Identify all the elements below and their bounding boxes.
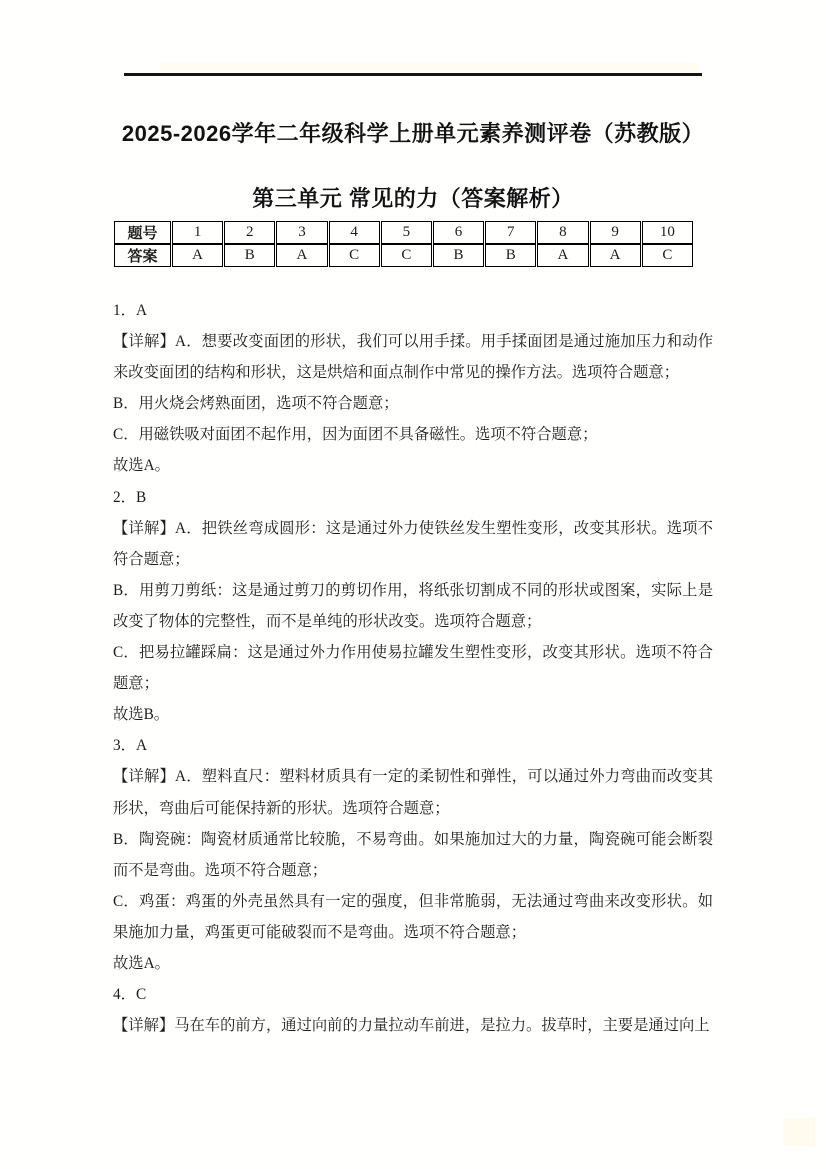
answer-cell: B bbox=[485, 244, 536, 267]
explanation-paragraph: 故选A。 bbox=[113, 954, 170, 972]
question-number-cell: 3 bbox=[276, 221, 327, 244]
scan-tint-bottom bbox=[783, 1118, 815, 1146]
explanations bbox=[113, 295, 713, 1041]
explanation-paragraph: C．用磁铁吸对面团不起作用，因为面团不具备磁性。选项不符合题意； bbox=[113, 426, 598, 444]
explanation-paragraph: 【详解】马在车的前方，通过向前的力量拉动车前进，是拉力。拔草时，主要是通过向上 bbox=[113, 1017, 710, 1035]
question-number-cell: 5 bbox=[381, 221, 432, 244]
answer-cell: A bbox=[590, 244, 641, 267]
scan-tint-top bbox=[160, 63, 700, 72]
question-number-cell: 2 bbox=[224, 221, 275, 244]
explanation-paragraph: B．用火烧会烤熟面团，选项不符合题意； bbox=[113, 395, 399, 413]
answer-cell: C bbox=[642, 244, 693, 267]
question-number-cell: 7 bbox=[485, 221, 536, 244]
explanation-paragraph: B．陶瓷碗：陶瓷材质通常比较脆，不易弯曲。如果施加过大的力量，陶瓷碗可能会断裂而不是弯曲。选项不符合题意； bbox=[113, 830, 713, 879]
answer-cell: C bbox=[329, 244, 380, 267]
question-answer-line: 4．C bbox=[113, 986, 147, 1004]
answer-cell: C bbox=[381, 244, 432, 267]
answer-cell: A bbox=[537, 244, 588, 267]
question-answer-line: 3．A bbox=[113, 737, 147, 755]
question-number-cell: 4 bbox=[329, 221, 380, 244]
explanation-paragraph: B．用剪刀剪纸：这是通过剪刀的剪切作用，将纸张切割成不同的形状或图案，实际上是改变了物体的完整性，而不是单纯的形状改变。选项符合题意； bbox=[113, 581, 713, 630]
explanation-block bbox=[113, 979, 713, 1041]
question-number-cell: 1 bbox=[172, 221, 223, 244]
explanation-paragraph: C．鸡蛋：鸡蛋的外壳虽然具有一定的强度，但非常脆弱，无法通过弯曲来改变形状。如果施加力量，鸡蛋更可能破裂而不是弯曲。选项不符合题意； bbox=[113, 892, 713, 941]
explanation-block bbox=[113, 295, 713, 482]
answer-cell: B bbox=[224, 244, 275, 267]
answer-cell: B bbox=[433, 244, 484, 267]
question-answer-line: 2．B bbox=[113, 488, 147, 506]
explanation-paragraph: 【详解】A．想要改变面团的形状，我们可以用手揉。用手揉面团是通过施加压力和动作来改变面团的结构和形状，这是烘焙和面点制作中常见的操作方法。选项符合题意； bbox=[113, 333, 713, 382]
question-answer-line: 1．A bbox=[113, 302, 147, 319]
explanation-paragraph: 故选A。 bbox=[113, 457, 170, 475]
answer-cell: A bbox=[172, 244, 223, 267]
explanation-paragraph: C．把易拉罐踩扁：这是通过外力作用使易拉罐发生塑性变形，改变其形状。选项不符合题意； bbox=[113, 644, 713, 693]
answer-header: 答案 bbox=[114, 244, 171, 267]
explanation-block bbox=[113, 730, 713, 979]
answer-table bbox=[113, 221, 694, 267]
explanation-paragraph: 故选B。 bbox=[113, 706, 170, 724]
page-title: 2025-2026学年二年级科学上册单元素养测评卷（苏教版） bbox=[121, 121, 705, 146]
answer-table-row-numbers bbox=[114, 221, 693, 244]
explanation-paragraph: 【详解】A．塑料直尺：塑料材质具有一定的柔韧性和弹性，可以通过外力弯曲而改变其形状，弯曲后可能保持新的形状。选项符合题意； bbox=[113, 768, 713, 817]
question-number-header: 题号 bbox=[114, 221, 171, 244]
question-number-cell: 8 bbox=[537, 221, 588, 244]
answer-cell: A bbox=[276, 244, 327, 267]
question-number-cell: 10 bbox=[642, 221, 693, 244]
question-number-cell: 9 bbox=[590, 221, 641, 244]
answer-table-row-answers bbox=[114, 244, 693, 267]
page-subtitle: 第三单元 常见的力（答案解析） bbox=[252, 186, 574, 211]
header-rule bbox=[124, 73, 702, 76]
question-number-cell: 6 bbox=[433, 221, 484, 244]
explanation-paragraph: 【详解】A．把铁丝弯成圆形：这是通过外力使铁丝发生塑性变形，改变其形状。选项不符合题意； bbox=[113, 519, 713, 568]
explanation-block bbox=[113, 482, 713, 731]
